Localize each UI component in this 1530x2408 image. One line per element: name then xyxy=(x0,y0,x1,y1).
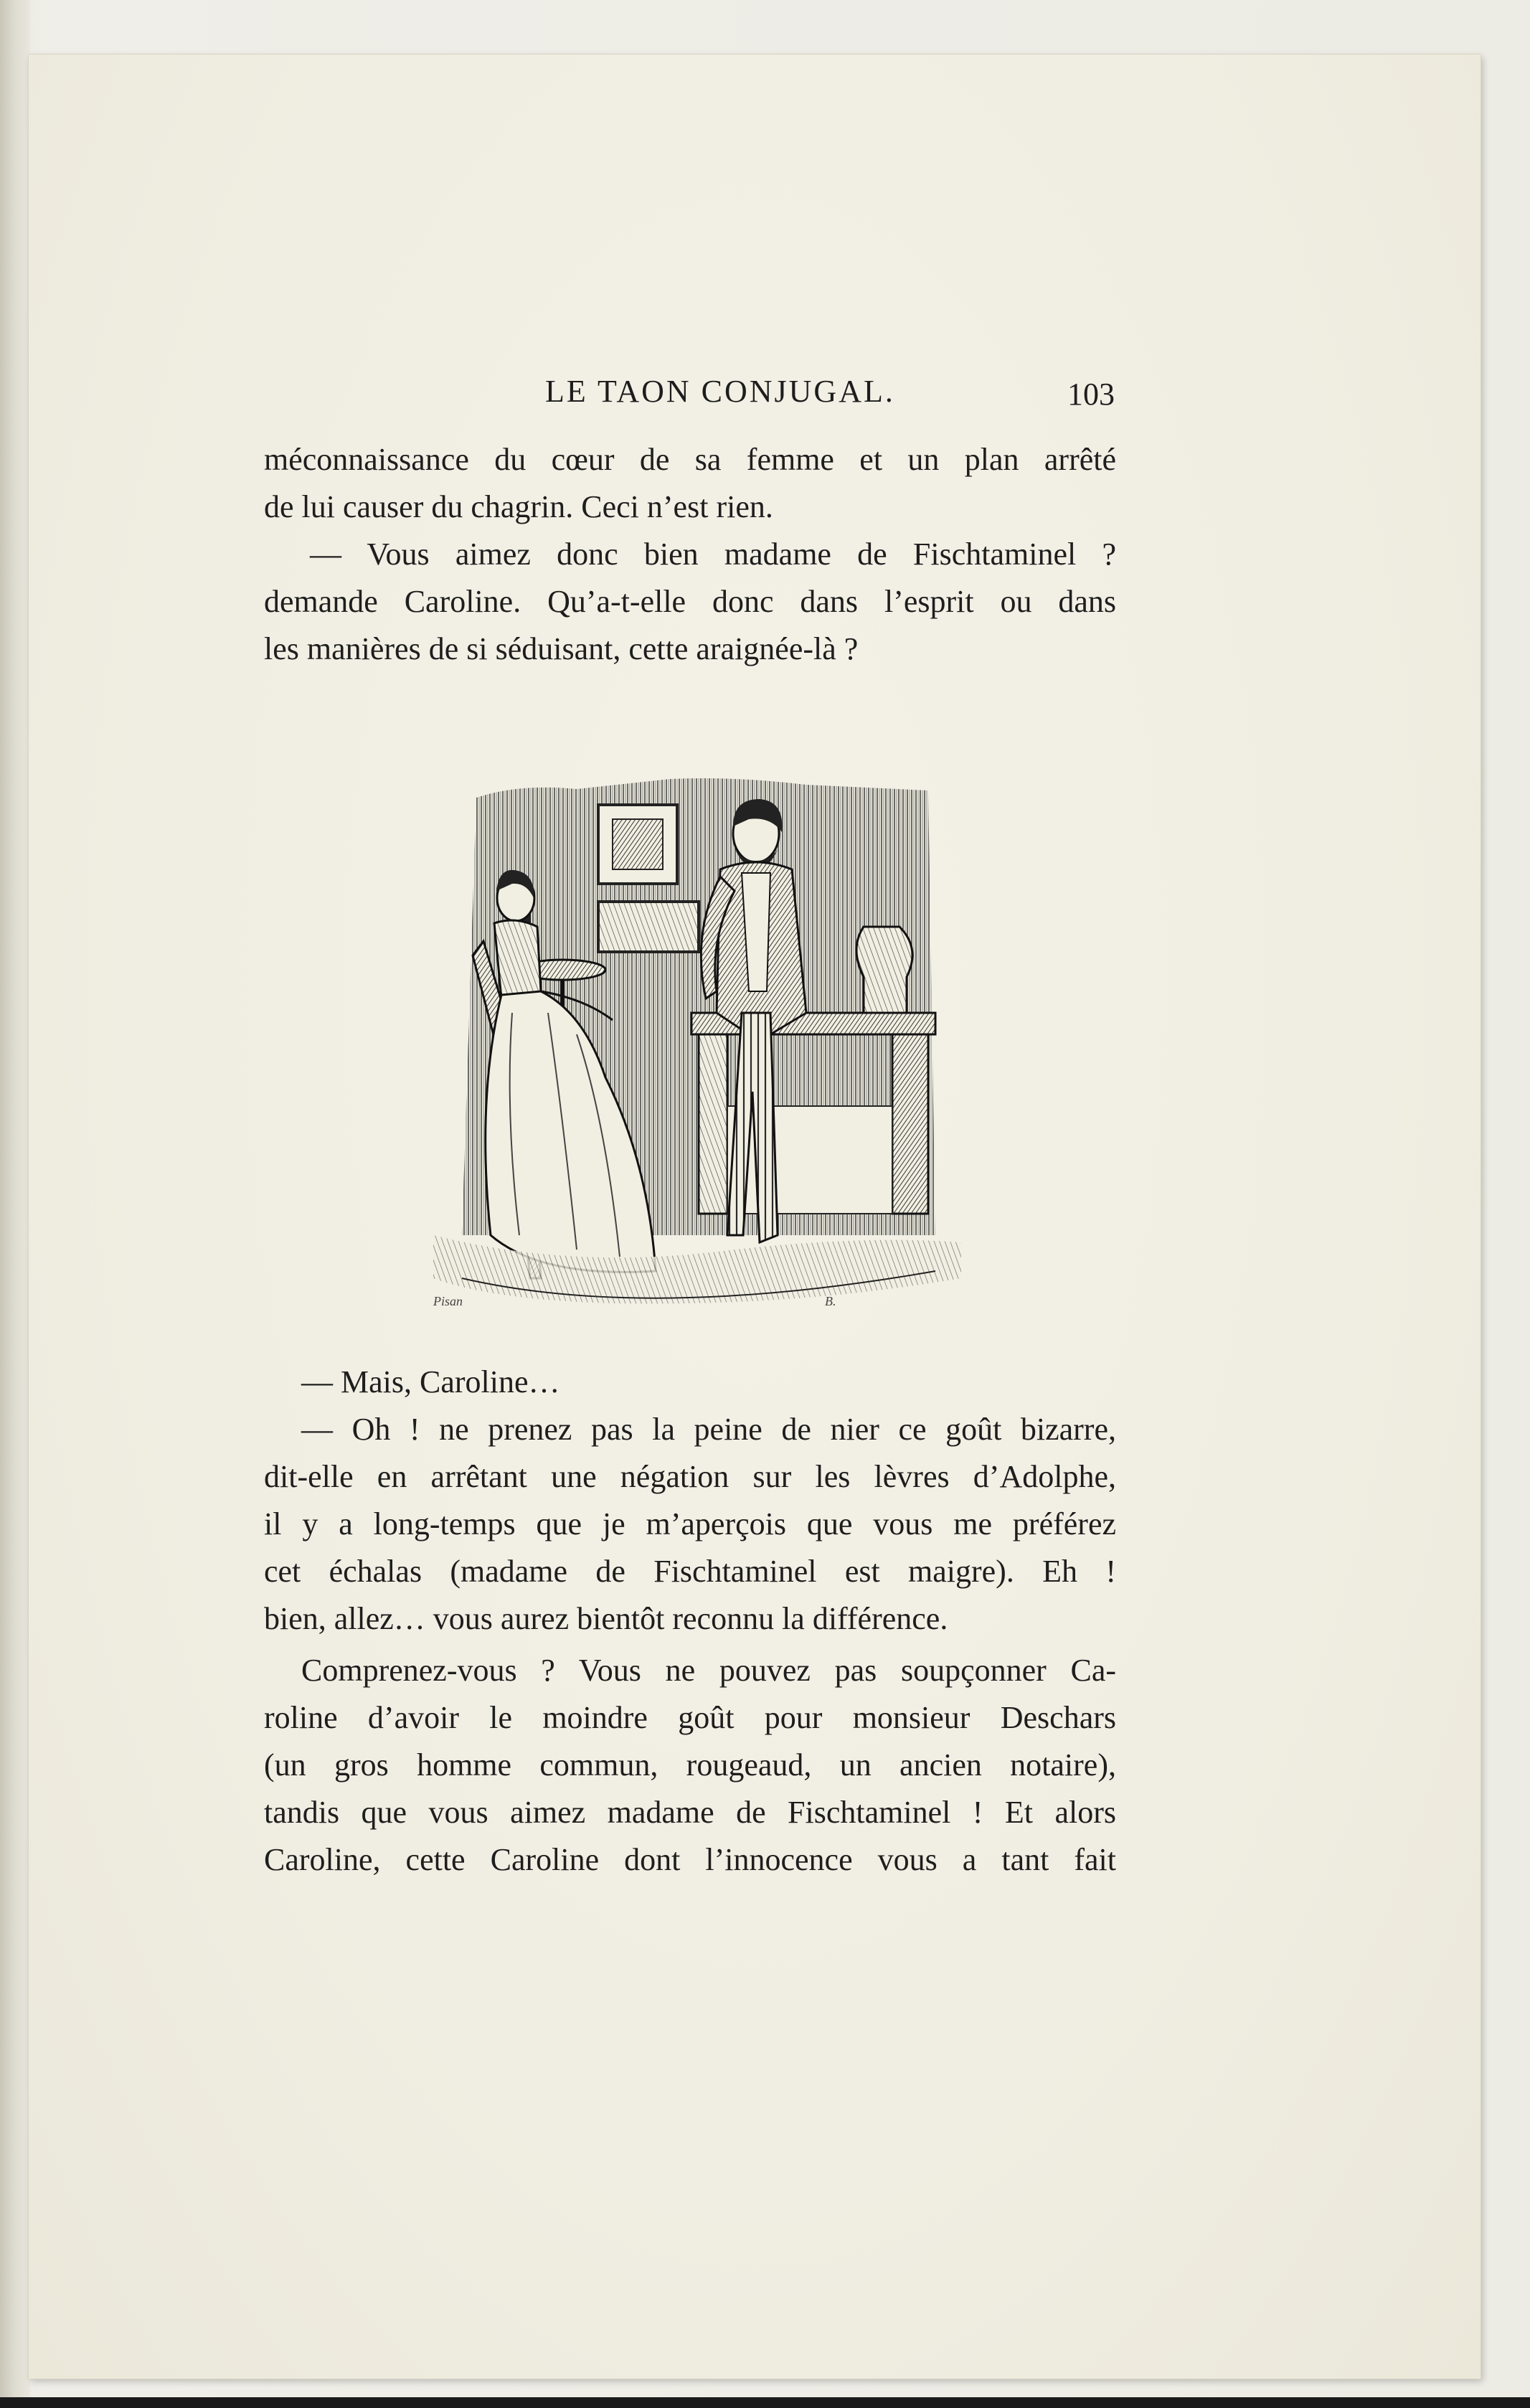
text-line: — Mais, Caroline… xyxy=(301,1364,560,1399)
text-line: tandis que vous aimez madame de Fischtaminel ! Et alors xyxy=(264,1795,1116,1830)
scan-bottom-border xyxy=(0,2397,1530,2408)
text-line: — Vous aimez donc bien madame de Fischtaminel ? xyxy=(310,537,1116,572)
text-line: demande Caroline. Qu’a-t-elle donc dans l’esprit ou dans xyxy=(264,584,1116,619)
illustrator-signature: Pisan xyxy=(433,1294,463,1308)
page-number: 103 xyxy=(1067,377,1115,412)
text-block-top xyxy=(264,436,1116,673)
engraving-illustration xyxy=(433,776,961,1316)
text-line: Comprenez-vous ? Vous ne pouvez pas soupçonner Ca- xyxy=(301,1653,1116,1688)
text-line: cet échalas (madame de Fischtaminel est maigre). Eh ! xyxy=(264,1554,1116,1589)
text-line: (un gros homme commun, rougeaud, un ancien notaire), xyxy=(264,1747,1116,1783)
text-line: de lui causer du chagrin. Ceci n’est rien. xyxy=(264,489,773,524)
text-line: roline d’avoir le moindre goût pour monsieur Deschars xyxy=(264,1700,1116,1735)
running-title: LE TAON CONJUGAL. xyxy=(545,374,895,409)
text-line: les manières de si séduisant, cette araignée-là ? xyxy=(264,631,859,666)
text-line: méconnaissance du cœur de sa femme et un plan arrêté xyxy=(264,442,1116,477)
previous-page-edge xyxy=(0,0,30,2408)
text-line: dit-elle en arrêtant une négation sur les lèvres d’Adolphe, xyxy=(264,1459,1116,1494)
text-line: il y a long-temps que je m’aperçois que vous me préférez xyxy=(264,1506,1116,1541)
text-line: Caroline, cette Caroline dont l’innocence vous a tant fait xyxy=(264,1842,1116,1877)
text-block-bottom xyxy=(264,1359,1116,1884)
engraver-mark: B. xyxy=(825,1294,836,1308)
engraving-drawing xyxy=(433,776,961,1316)
text-line: bien, allez… vous aurez bientôt reconnu la différence. xyxy=(264,1601,948,1636)
text-line: — Oh ! ne prenez pas la peine de nier ce goût bizarre, xyxy=(301,1412,1116,1447)
